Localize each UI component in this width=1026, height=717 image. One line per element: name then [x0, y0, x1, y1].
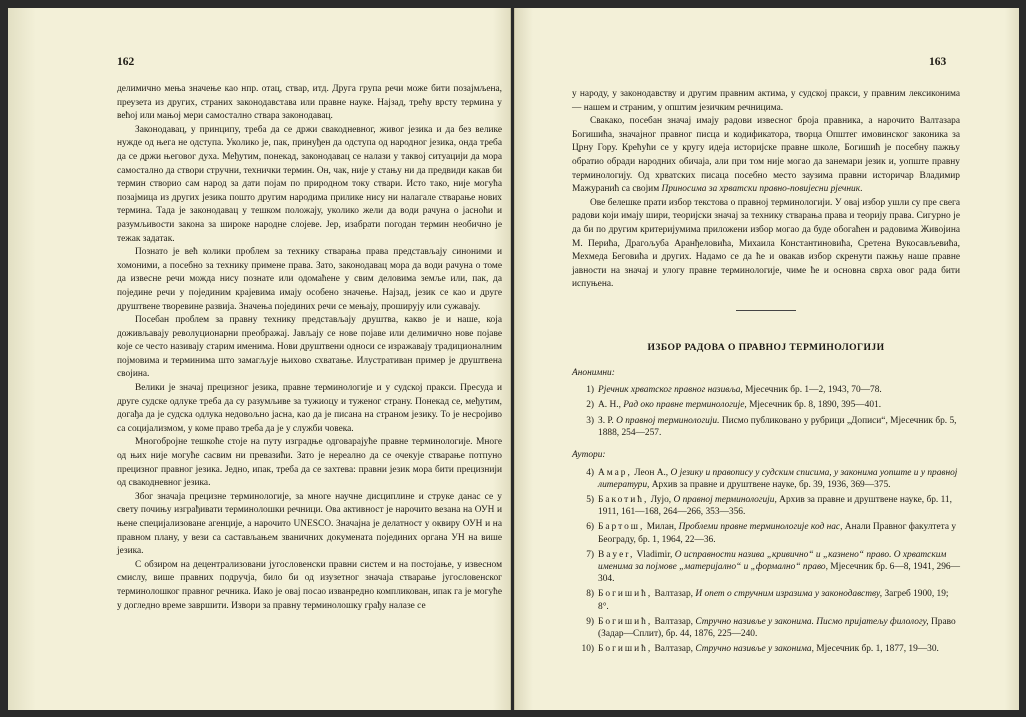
- bibliography-entry: [572, 467, 960, 491]
- paragraph: Свакако, посебан значај имају радови извесног броја правника, а нарочито Валтазара Богишића, значајног правног писца и кодификатора, творца Општег имовинског законика за Црну Гору. Крећући се у кругу идеја историјске правне школе, Богишић је посебну пажњу обратио обради народних обичаја, али при том није могао да занемари језик и, уопште правну терминологију. Од хрватских писаца посебно место заузима правни историчар Владимир Мажуранић са својим Приносима за хрватски правно-повијесни рјечник.: [572, 116, 960, 195]
- paragraph: Велики је значај прецизног језика, правне терминологије и у судској пракси. Пресуда и друге судске одлуке треба да су разумљиве за тужиоцу и туженог страну. Понекад се, међутим, догађа да је судска одлука недовољно јасна, као да је писана на страном језику. То је несројиво са социјализмом, у коме право треба да је у служби човека.: [117, 383, 502, 434]
- entry-number: 1): [586, 385, 594, 396]
- page-number: 163: [929, 56, 947, 68]
- entry-text: Богишић, Валтазар, Стручно називље у законима. Писмо пријатељу филологу, Право (Задар—Сплит), бр. 44, 1876, 225—240.: [598, 616, 956, 639]
- right-page: [514, 8, 1019, 710]
- bibliography-list-anonymous: [572, 384, 960, 439]
- paragraph: Многобројне тешкоће стоје на путу изградње одговарајуће правне терминологије. Многе од њих није могуће сасвим ни превазићи. Зато је нереално да се очекује стварање потпуно прецизног правног језика. Једно, ипак, треба да се захтева: правни језик мора бити прецизнији од свакодневног језика.: [117, 437, 502, 489]
- paragraph: делимично мења значење као нпр. отац, ствар, итд. Друга група речи може бити позајмљена, преузета из других, страних законодавстава или правне науке. Најзад, трећу врсту термина у већој или мањој мери самостално ствара законодавац.: [117, 84, 502, 122]
- entry-number: 8): [586, 589, 594, 600]
- paragraph: Због значаја прецизне терминологије, за многе научне дисциплине и струке данас се у свету почињу изграђивати терминолошки речници. Ова активност је нарочито везана на ОУН и њене специјализоване агенције, а нарочито UNESCO. Значајна је делатност у оквиру ОУН и на правном плану, у вези са састављањем званичних докумената појединих органа УН на више језика.: [117, 491, 502, 557]
- bibliography-entry: [572, 549, 960, 586]
- bibliography-entry: [572, 399, 960, 411]
- entry-number: 3): [586, 415, 594, 426]
- paragraph: Законодавац, у принципу, треба да се држи свакодневног, живог језика и да без велике нужде од њега не одступа. Уколико је, пак, принуђен да одступа од народног језика, онда треба да се држи његовог духа. Међутим, понекад, законодавац се налази у таквој ситуацији да мора самостално да створи стручни, технички термин. Он, чак, није у стању ни да предвиди какав би термин створио сам народ за дати појам по природном току ствари. Исто тако, није могућа позајмица из других језика пошто другим народима прилике нису ни налагале стварање нових термина. Тада је законодавац у тешком положају, уколико жели да води рачуна о јасноћи и разумљивости закона за широке народне слојеве. Јер, изабрати погодан термин необично је тежак задатак.: [117, 124, 502, 244]
- cited-work-title: Приносима за хрватски правно-повијесни рјечник: [661, 184, 861, 195]
- bibliography-subheading-authors: Аутори:: [572, 449, 606, 460]
- entry-number: 6): [586, 522, 594, 533]
- entry-text: Богишић, Валтазар, И опет о стручним изразима у законодавству, Загреб 1900, 19; 8°.: [598, 589, 949, 612]
- page-number: 162: [117, 56, 135, 68]
- paragraph-text: Свакако, посебан значај имају радови извесног броја правника, а нарочито Валтазара Богишића, значајног правног писца и кодификатора, творца Општег имовинског законика за Црну Гору. Крећући се у кругу идеја историјске правне школе, Богишић је посебну пажњу обратио обради народних обичаја, али при том није могао да занемари језик и, уопште правну терминологију. Од хрватских писаца посебно место заузима правни историчар Владимир Мажуранић са својим: [572, 116, 960, 195]
- bibliography-entry: [572, 616, 960, 640]
- entry-text: Амар, Леон А., О језику и правопису у судским списима, у законима уопште и у правној литератури, Архив за правне и друштвене науке, бр. 39, 1936, 369—375.: [598, 467, 958, 490]
- section-divider: [736, 310, 796, 311]
- entry-text: Рјечник хрватског правног називља, Мјесечник бр. 1—2, 1943, 70—78.: [598, 385, 882, 396]
- bibliography-entry: [572, 643, 960, 655]
- left-page: [8, 8, 511, 710]
- entry-number: 4): [586, 467, 594, 478]
- bibliography-entry: [572, 494, 960, 518]
- bibliography-title: ИЗБОР РАДОВА О ПРАВНОЈ ТЕРМИНОЛОГИЈИ: [647, 341, 885, 353]
- bibliography-entry: [572, 588, 960, 612]
- entry-number: 9): [586, 616, 594, 627]
- bibliography-entry: [572, 415, 960, 439]
- entry-number: 10): [581, 644, 594, 655]
- entry-number: 2): [586, 400, 594, 411]
- left-page-body: [117, 83, 502, 613]
- bibliography-subheading-anonymous: Анонимни:: [572, 367, 615, 378]
- entry-number: 7): [586, 549, 594, 560]
- paragraph: Познато је већ колики проблем за технику стварања права представљају синоними и хомоними, а посебно за технику примене права. Зато, законодавац мора да води рачуна о томе да извесне речи можда нису познате или одомаћене у свим деловима земље или, пак, да поједине речи у појединим крајевима имају особено значење. Најзад, језик се као и друге друштвене творевине развија. Значења појединих речи се мењају, проширују или сужавају.: [117, 247, 502, 312]
- right-page-body: [572, 88, 960, 658]
- entry-text: А. Н., Рад око правне терминологије, Мјесечник бр. 8, 1890, 395—401.: [598, 400, 882, 411]
- paragraph: С обзиром на децентрализовани југословенски правни систем и на постојање, у извесном смислу, више правних подручја, било би од изузетног значаја стварање југословенског терминолошког правног речника. Иако је овај посао изванредно компликован, ипак га је могуће у догледно време завршити. Извори за правну терминолошку грађу налазе се: [117, 559, 502, 611]
- bibliography-list-authors: [572, 467, 960, 656]
- entry-text: Богишић, Валтазар, Стручно називље у законима, Мјесечник бр. 1, 1877, 19—30.: [598, 644, 939, 655]
- entry-text: З. Р. О правној терминологији. Писмо публиковано у рубрици „Дописи“, Мјесечник бр. 5, 1888, 254—257.: [598, 415, 957, 438]
- entry-text: Бартош, Милан, Проблеми правне терминологије код нас, Анали Правног факултета у Београду, бр. 1, 1964, 22—36.: [598, 522, 957, 545]
- paragraph: у народу, у законодавству и другим правним актима, у судској пракси, у правним лексиконима — нашем и страним, у општим језичким речницима.: [572, 89, 960, 113]
- entry-text: Бакотић, Лујо, О правној терминологији, Архив за правне и друштвене науке, бр. 11, 1911, 161—168, 264—266, 353—356.: [598, 494, 952, 518]
- bibliography-entry: [572, 384, 960, 396]
- paragraph: Ове белешке прати избор текстова о правној терминологији. У овај избор ушли су пре свега радови који имају шири, теоријски значај за технику стварања права и теорију права. Сигурно је да би по другим критеријумима приложени избор могао да буде обогаћен и радовима Живојина М. Перића, Драгољуба Аранђеловића, Михаила Константиновића, Сретена Вукосављевића, Мехмеда Беговића и других. Надамо се да ће и овакав избор скренути пажњу наше правне јавности на значај и улогу правне терминологије, чиме ће и основна сврха овог рада бити испуњена.: [572, 197, 960, 290]
- entry-text: Bayer, Vladimir, О исправности назива „кривично“ и „казнено“ право. О хрватским именима за појмове „материјално“ и „формално“ право, Мјесечник бр. 6—8, 1941, 296—304.: [598, 549, 960, 585]
- paragraph: Посебан проблем за правну технику представљају друштва, какво је и наше, која доживљавају револуционарни преображај. Јављају се нове појаве или делимично нове појаве које се често називају старим именима. Нови друштвени односи се изражавају традиционалним појмовима и терминима што замагљује њихово схватање. Илустративан пример је друштвена својина.: [117, 315, 502, 380]
- bibliography-entry: [572, 521, 960, 545]
- entry-number: 5): [586, 494, 594, 505]
